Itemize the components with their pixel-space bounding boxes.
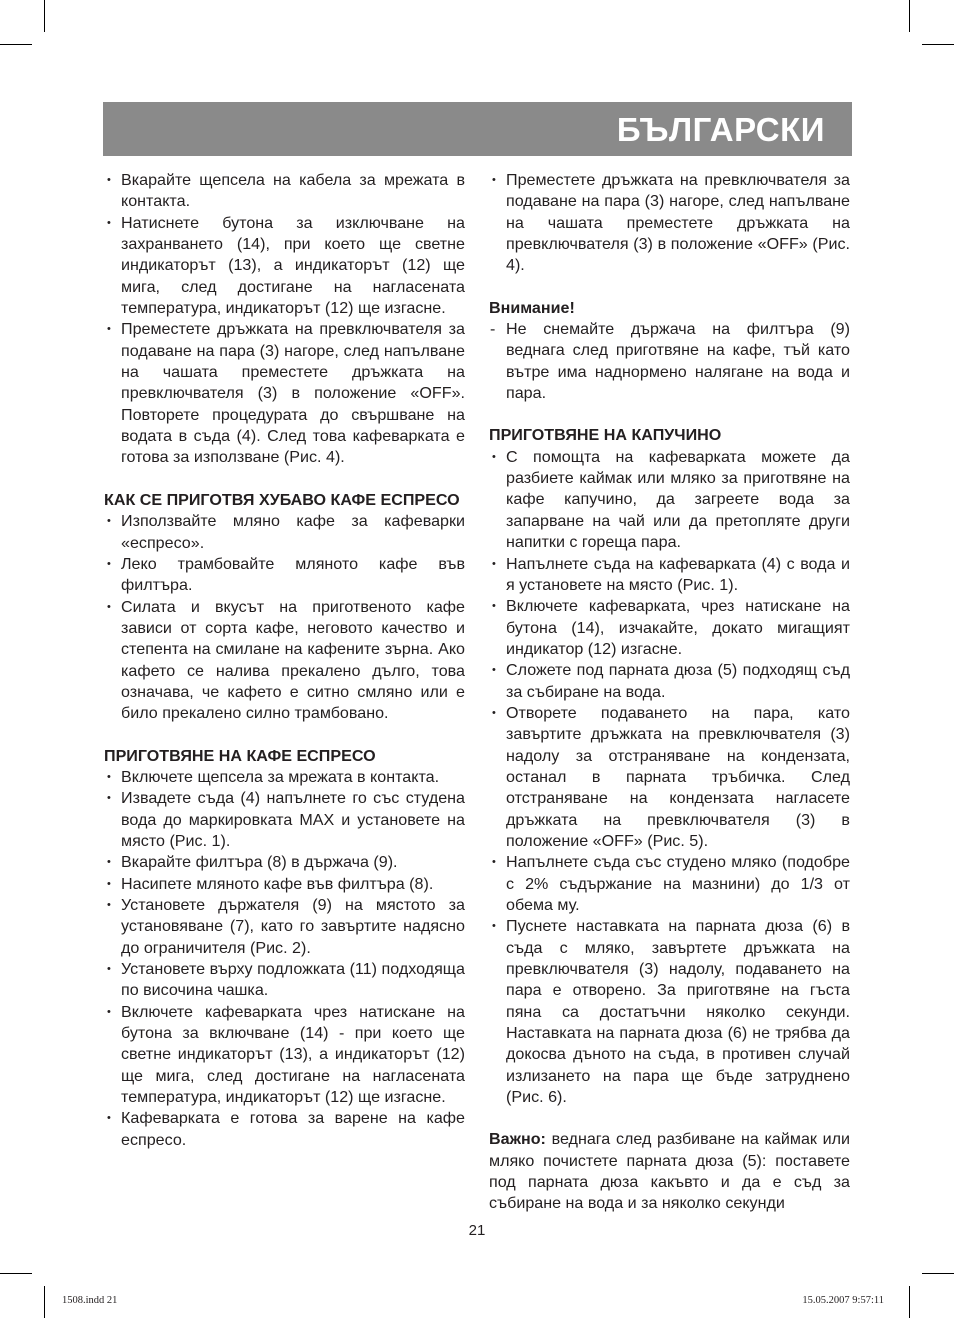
- language-header-bar: [103, 102, 852, 156]
- section-heading-good-espresso: КАК СЕ ПРИГОТВЯ ХУБАВО КАФЕ ЕСПРЕСО: [104, 490, 460, 509]
- list-item: • Отворете подаването на пара, като завъртите дръжката на превключвателя (3) надолу за отстраняване на кондензата, останал в парната тръбичка. След отстраняване на кондензата нагласете дръжката на превключвателя (3) в положение «OFF» (Рис. 5).: [489, 703, 850, 852]
- crop-mark: [0, 1273, 32, 1274]
- list-item: • Насипете мляното кафе във филтъра (8).: [104, 874, 465, 895]
- cappuccino-list: [489, 447, 850, 1109]
- section-heading-cappuccino: ПРИГОТВЯНЕ НА КАПУЧИНО: [489, 426, 722, 445]
- list-item: • Сложете под парната дюза (5) подходящ съд за събиране на вода.: [489, 660, 850, 703]
- list-item: • Леко трамбовайте мляното кафе във филтъра.: [104, 554, 465, 597]
- list-item: • Вкарайте щепсела на кабела за мрежата в контакта.: [104, 170, 465, 213]
- list-item: • Използвайте мляно кафе за кафеварки «еспресо».: [104, 511, 465, 554]
- crop-mark: [0, 44, 32, 45]
- section-heading-making-espresso: ПРИГОТВЯНЕ НА КАФЕ ЕСПРЕСО: [104, 746, 376, 765]
- important-note: [489, 1129, 850, 1214]
- warning-heading: Внимание!: [489, 298, 575, 317]
- list-item: • Кафеварката е готова за варене на кафе еспресо.: [104, 1108, 465, 1151]
- list-item: • Включете щепсела за мрежата в контакта.: [104, 767, 465, 788]
- crop-mark: [909, 0, 910, 32]
- right-column: [489, 170, 850, 1215]
- list-item: • Преместете дръжката на превключвателя за подаване на пара (3) нагоре, след напълване на чашата преместете дръжката на превключвателя (3) в положение «OFF». Повторете процедурата до свършване на водата в съда (4). След това кафеварката е готова за използване (Рис. 4).: [104, 319, 465, 468]
- list-item: • Установете върху подложката (11) подходяща по височина чашка.: [104, 959, 465, 1002]
- setup-list: [104, 170, 465, 469]
- slug-file: 1508.indd 21: [62, 1295, 118, 1306]
- language-header-title: БЪЛГАРСКИ: [616, 111, 825, 148]
- list-item: • Напълнете съда на кафеварката (4) с вода и я установете на място (Рис. 1).: [489, 554, 850, 597]
- slug-date: 15.05.2007 9:57:11: [802, 1295, 884, 1306]
- warning-list: [489, 319, 850, 404]
- list-item: • Пуснете наставката на парната дюза (6) в съда с мляко, завъртете дръжката на превключвателя (3) надолу, подаването на пара е отворено. За приготвяне на гъста пяна са достатъчни няколко секунди. Наставката на парната дюза (6) не трябва да докосва дъното на съда, в противен случай излизането на пара ще бъде затруднено (Рис. 6).: [489, 916, 850, 1108]
- important-text: веднага след разбиване на каймак или мляко почистете парната дюза (5): поставете под парната дюза какъвто и да е съд за събиране на вода и за няколко секунди: [489, 1130, 850, 1213]
- crop-mark: [44, 1286, 45, 1318]
- steam-list: [489, 170, 850, 277]
- list-item: • Извадете съда (4) напълнете го със студена вода до маркировката MAX и установете на място (Рис. 1).: [104, 788, 465, 852]
- crop-mark: [922, 1273, 954, 1274]
- list-item: • Установете държателя (9) на мястото за установяване (7), като го завъртите надясно до ограничителя (Рис. 2).: [104, 895, 465, 959]
- list-item: • Включете кафеварката, чрез натискане на бутона (14), изчакайте, докато мигащият индикатор (12) изгасне.: [489, 596, 850, 660]
- making-espresso-list: [104, 767, 465, 1151]
- good-espresso-list: [104, 511, 465, 724]
- list-item: • С помощта на кафеварката можете да разбиете каймак или мляко за приготвяне на кафе капучино, да загреете вода за запарване на чай или да претопляте други напитки с гореща пара.: [489, 447, 850, 554]
- list-item: • Включете кафеварката чрез натискане на бутона за включване (14) - при което ще светне индикаторът (13), а индикаторът (12) ще мига, след достигане на нагласената температура, индикаторът (12) ще изгасне.: [104, 1002, 465, 1109]
- crop-mark: [909, 1286, 910, 1318]
- list-item: • Преместете дръжката на превключвателя за подаване на пара (3) нагоре, след напълване на чашата преместете дръжката на превключвателя (3) в положение «OFF» (Рис. 4).: [489, 170, 850, 277]
- list-item: - Не снемайте държача на филтъра (9) веднага след приготвяне на кафе, тъй като вътре има наднормено налягане на вода и пара.: [489, 319, 850, 404]
- page-number: 21: [468, 1222, 486, 1239]
- list-item: • Натиснете бутона за изключване на захранването (14), при което ще светне индикаторът (13), а индикаторът (12) ще мига, след достигане на нагласената температура, индикаторът (12) ще изгасне.: [104, 213, 465, 320]
- important-label: Важно:: [489, 1130, 546, 1149]
- crop-mark: [922, 44, 954, 45]
- crop-mark: [44, 0, 45, 32]
- list-item: • Силата и вкусът на приготвеното кафе зависи от сорта кафе, неговото качество и степента на смилане на кафените зърна. Ако кафето се налива прекалено дълго, това означава, че кафето е ситно смляно или е било прекалено силно трамбовано.: [104, 597, 465, 725]
- list-item: • Вкарайте филтъра (8) в държача (9).: [104, 852, 465, 873]
- left-column: [104, 170, 465, 1151]
- list-item: • Напълнете съда със студено мляко (подобре с 2% съдържание на мазнини) до 1/3 от обема му.: [489, 852, 850, 916]
